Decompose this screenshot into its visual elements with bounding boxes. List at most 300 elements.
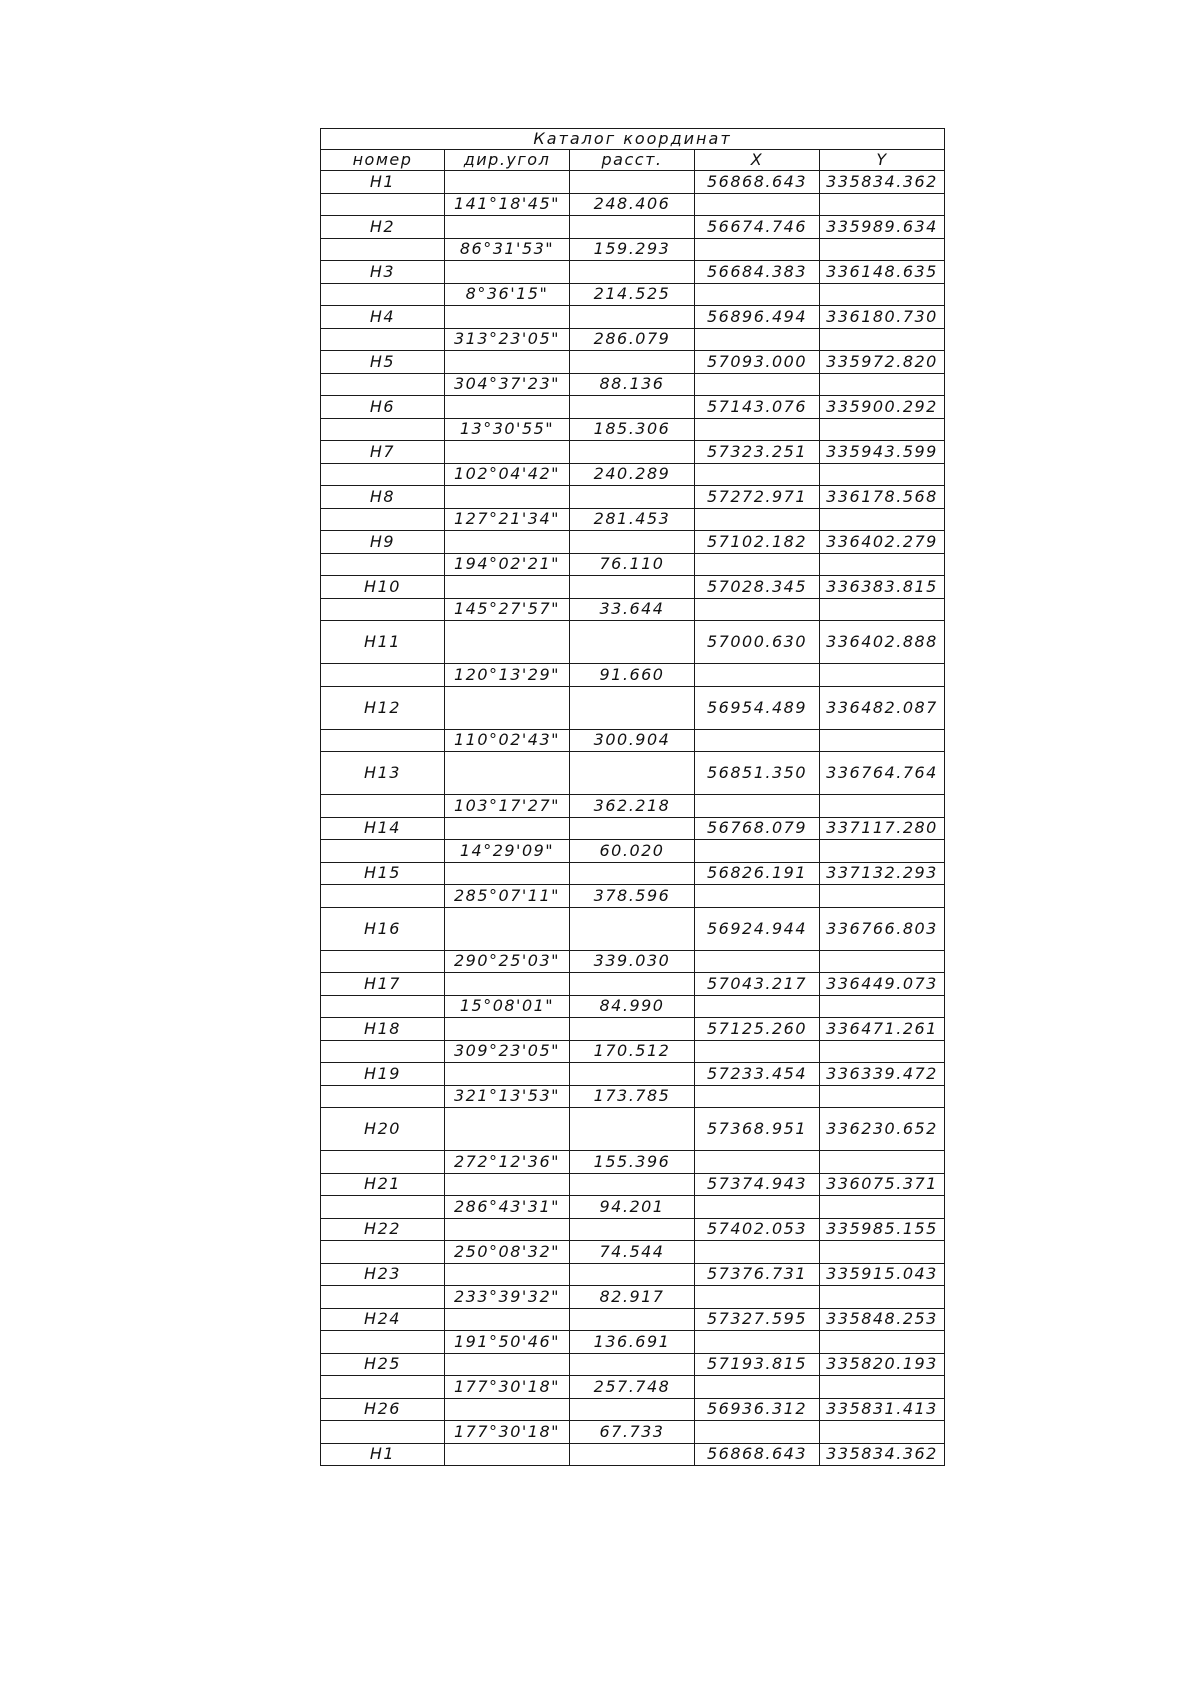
distance-cell: 94.201 xyxy=(570,1196,695,1219)
distance-cell: 60.020 xyxy=(570,840,695,863)
distance-cell: 378.596 xyxy=(570,885,695,908)
y-coordinate-cell xyxy=(820,840,945,863)
distance-cell: 286.079 xyxy=(570,328,695,351)
direction-angle-cell: 177°30'18" xyxy=(445,1421,570,1444)
direction-angle-cell: 309°23'05" xyxy=(445,1040,570,1063)
y-coordinate-cell xyxy=(820,283,945,306)
direction-angle-cell xyxy=(445,531,570,554)
direction-angle-cell: 272°12'36" xyxy=(445,1151,570,1174)
x-coordinate-cell xyxy=(695,373,820,396)
y-coordinate-cell: 337132.293 xyxy=(820,862,945,885)
distance-cell: 74.544 xyxy=(570,1241,695,1264)
x-coordinate-cell: 56684.383 xyxy=(695,261,820,284)
x-coordinate-cell: 57193.815 xyxy=(695,1353,820,1376)
segment-row xyxy=(321,283,945,306)
distance-cell: 33.644 xyxy=(570,598,695,621)
segment-row xyxy=(321,418,945,441)
point-number-cell: Н22 xyxy=(321,1218,445,1241)
distance-cell xyxy=(570,486,695,509)
y-coordinate-cell: 335820.193 xyxy=(820,1353,945,1376)
y-coordinate-cell xyxy=(820,1421,945,1444)
direction-angle-cell xyxy=(445,441,570,464)
point-number-cell xyxy=(321,1040,445,1063)
table-body xyxy=(321,171,945,1466)
direction-angle-cell xyxy=(445,1018,570,1041)
point-number-cell: Н19 xyxy=(321,1063,445,1086)
x-coordinate-cell: 57102.182 xyxy=(695,531,820,554)
segment-row xyxy=(321,840,945,863)
distance-cell: 91.660 xyxy=(570,664,695,687)
y-coordinate-cell: 336178.568 xyxy=(820,486,945,509)
point-number-cell: Н14 xyxy=(321,817,445,840)
distance-cell xyxy=(570,752,695,795)
point-row xyxy=(321,1263,945,1286)
distance-cell xyxy=(570,1263,695,1286)
distance-cell xyxy=(570,1443,695,1466)
direction-angle-cell xyxy=(445,1398,570,1421)
y-coordinate-cell: 336402.888 xyxy=(820,621,945,664)
segment-row xyxy=(321,193,945,216)
direction-angle-cell xyxy=(445,351,570,374)
point-number-cell xyxy=(321,1331,445,1354)
point-number-cell xyxy=(321,238,445,261)
distance-cell xyxy=(570,306,695,329)
header-x: X xyxy=(695,150,820,171)
header-direction-angle: дир.угол xyxy=(445,150,570,171)
direction-angle-cell: 103°17'27" xyxy=(445,795,570,818)
point-number-cell xyxy=(321,1151,445,1174)
segment-row xyxy=(321,1085,945,1108)
y-coordinate-cell xyxy=(820,729,945,752)
y-coordinate-cell xyxy=(820,885,945,908)
direction-angle-cell xyxy=(445,1263,570,1286)
segment-row xyxy=(321,1040,945,1063)
direction-angle-cell xyxy=(445,817,570,840)
point-number-cell: Н4 xyxy=(321,306,445,329)
distance-cell xyxy=(570,686,695,729)
segment-row xyxy=(321,463,945,486)
x-coordinate-cell xyxy=(695,193,820,216)
segment-row xyxy=(321,729,945,752)
point-number-cell: Н10 xyxy=(321,576,445,599)
x-coordinate-cell xyxy=(695,840,820,863)
y-coordinate-cell xyxy=(820,1151,945,1174)
point-row xyxy=(321,531,945,554)
y-coordinate-cell: 335943.599 xyxy=(820,441,945,464)
y-coordinate-cell: 336339.472 xyxy=(820,1063,945,1086)
distance-cell xyxy=(570,396,695,419)
y-coordinate-cell: 335900.292 xyxy=(820,396,945,419)
point-number-cell: Н2 xyxy=(321,216,445,239)
x-coordinate-cell: 56851.350 xyxy=(695,752,820,795)
point-number-cell xyxy=(321,1196,445,1219)
y-coordinate-cell xyxy=(820,238,945,261)
y-coordinate-cell: 336471.261 xyxy=(820,1018,945,1041)
y-coordinate-cell xyxy=(820,1331,945,1354)
distance-cell: 362.218 xyxy=(570,795,695,818)
point-number-cell: Н26 xyxy=(321,1398,445,1421)
direction-angle-cell xyxy=(445,1173,570,1196)
distance-cell xyxy=(570,1308,695,1331)
point-row xyxy=(321,306,945,329)
table-header-row xyxy=(321,150,945,171)
distance-cell xyxy=(570,351,695,374)
point-row xyxy=(321,973,945,996)
y-coordinate-cell xyxy=(820,463,945,486)
y-coordinate-cell: 336482.087 xyxy=(820,686,945,729)
direction-angle-cell xyxy=(445,686,570,729)
direction-angle-cell: 120°13'29" xyxy=(445,664,570,687)
x-coordinate-cell: 56954.489 xyxy=(695,686,820,729)
x-coordinate-cell xyxy=(695,1196,820,1219)
distance-cell xyxy=(570,817,695,840)
direction-angle-cell: 13°30'55" xyxy=(445,418,570,441)
direction-angle-cell: 86°31'53" xyxy=(445,238,570,261)
segment-row xyxy=(321,795,945,818)
direction-angle-cell: 127°21'34" xyxy=(445,508,570,531)
x-coordinate-cell xyxy=(695,1085,820,1108)
x-coordinate-cell: 56936.312 xyxy=(695,1398,820,1421)
y-coordinate-cell xyxy=(820,1085,945,1108)
point-number-cell xyxy=(321,598,445,621)
point-number-cell xyxy=(321,840,445,863)
segment-row xyxy=(321,508,945,531)
y-coordinate-cell xyxy=(820,328,945,351)
point-number-cell xyxy=(321,1085,445,1108)
distance-cell: 84.990 xyxy=(570,995,695,1018)
distance-cell: 173.785 xyxy=(570,1085,695,1108)
direction-angle-cell xyxy=(445,171,570,194)
x-coordinate-cell: 57233.454 xyxy=(695,1063,820,1086)
distance-cell xyxy=(570,1018,695,1041)
point-row xyxy=(321,752,945,795)
segment-row xyxy=(321,328,945,351)
y-coordinate-cell xyxy=(820,950,945,973)
point-number-cell xyxy=(321,508,445,531)
segment-row xyxy=(321,885,945,908)
direction-angle-cell xyxy=(445,216,570,239)
distance-cell: 281.453 xyxy=(570,508,695,531)
direction-angle-cell: 233°39'32" xyxy=(445,1286,570,1309)
x-coordinate-cell: 56868.643 xyxy=(695,171,820,194)
direction-angle-cell: 290°25'03" xyxy=(445,950,570,973)
segment-row xyxy=(321,1421,945,1444)
y-coordinate-cell: 335831.413 xyxy=(820,1398,945,1421)
distance-cell: 170.512 xyxy=(570,1040,695,1063)
distance-cell: 159.293 xyxy=(570,238,695,261)
distance-cell xyxy=(570,1353,695,1376)
distance-cell xyxy=(570,531,695,554)
point-number-cell: Н23 xyxy=(321,1263,445,1286)
distance-cell: 185.306 xyxy=(570,418,695,441)
y-coordinate-cell: 335985.155 xyxy=(820,1218,945,1241)
y-coordinate-cell xyxy=(820,1196,945,1219)
distance-cell xyxy=(570,1218,695,1241)
point-number-cell xyxy=(321,373,445,396)
x-coordinate-cell: 57143.076 xyxy=(695,396,820,419)
direction-angle-cell xyxy=(445,486,570,509)
point-number-cell xyxy=(321,1421,445,1444)
y-coordinate-cell xyxy=(820,373,945,396)
direction-angle-cell xyxy=(445,752,570,795)
x-coordinate-cell: 57125.260 xyxy=(695,1018,820,1041)
direction-angle-cell xyxy=(445,1443,570,1466)
segment-row xyxy=(321,238,945,261)
point-number-cell: Н1 xyxy=(321,1443,445,1466)
y-coordinate-cell: 336402.279 xyxy=(820,531,945,554)
distance-cell xyxy=(570,862,695,885)
point-row xyxy=(321,261,945,284)
y-coordinate-cell: 335834.362 xyxy=(820,171,945,194)
distance-cell: 214.525 xyxy=(570,283,695,306)
distance-cell xyxy=(570,907,695,950)
distance-cell: 300.904 xyxy=(570,729,695,752)
point-number-cell: Н6 xyxy=(321,396,445,419)
segment-row xyxy=(321,995,945,1018)
direction-angle-cell xyxy=(445,576,570,599)
direction-angle-cell xyxy=(445,1218,570,1241)
point-number-cell xyxy=(321,995,445,1018)
direction-angle-cell xyxy=(445,1063,570,1086)
y-coordinate-cell: 336764.764 xyxy=(820,752,945,795)
x-coordinate-cell: 57327.595 xyxy=(695,1308,820,1331)
point-row xyxy=(321,1308,945,1331)
header-y: Y xyxy=(820,150,945,171)
y-coordinate-cell: 336230.652 xyxy=(820,1108,945,1151)
distance-cell: 136.691 xyxy=(570,1331,695,1354)
direction-angle-cell: 285°07'11" xyxy=(445,885,570,908)
distance-cell xyxy=(570,973,695,996)
direction-angle-cell: 194°02'21" xyxy=(445,553,570,576)
point-row xyxy=(321,1173,945,1196)
point-number-cell: Н21 xyxy=(321,1173,445,1196)
segment-row xyxy=(321,1196,945,1219)
point-row xyxy=(321,686,945,729)
x-coordinate-cell: 57000.630 xyxy=(695,621,820,664)
direction-angle-cell: 8°36'15" xyxy=(445,283,570,306)
distance-cell xyxy=(570,621,695,664)
header-number: номер xyxy=(321,150,445,171)
distance-cell: 82.917 xyxy=(570,1286,695,1309)
x-coordinate-cell xyxy=(695,1376,820,1399)
y-coordinate-cell xyxy=(820,418,945,441)
point-number-cell xyxy=(321,463,445,486)
x-coordinate-cell xyxy=(695,885,820,908)
point-number-cell xyxy=(321,729,445,752)
direction-angle-cell: 102°04'42" xyxy=(445,463,570,486)
point-number-cell: Н1 xyxy=(321,171,445,194)
point-row xyxy=(321,486,945,509)
point-number-cell xyxy=(321,885,445,908)
direction-angle-cell: 141°18'45" xyxy=(445,193,570,216)
y-coordinate-cell xyxy=(820,795,945,818)
x-coordinate-cell xyxy=(695,1286,820,1309)
segment-row xyxy=(321,598,945,621)
direction-angle-cell: 15°08'01" xyxy=(445,995,570,1018)
point-number-cell xyxy=(321,193,445,216)
y-coordinate-cell xyxy=(820,1376,945,1399)
distance-cell: 339.030 xyxy=(570,950,695,973)
x-coordinate-cell xyxy=(695,508,820,531)
point-number-cell: Н7 xyxy=(321,441,445,464)
point-number-cell xyxy=(321,1376,445,1399)
direction-angle-cell: 321°13'53" xyxy=(445,1085,570,1108)
point-number-cell: Н25 xyxy=(321,1353,445,1376)
point-row xyxy=(321,441,945,464)
segment-row xyxy=(321,1286,945,1309)
segment-row xyxy=(321,373,945,396)
point-number-cell: Н17 xyxy=(321,973,445,996)
point-number-cell xyxy=(321,950,445,973)
point-row xyxy=(321,862,945,885)
y-coordinate-cell xyxy=(820,1040,945,1063)
distance-cell: 155.396 xyxy=(570,1151,695,1174)
point-row xyxy=(321,216,945,239)
table-title: Каталог координат xyxy=(321,129,945,150)
distance-cell xyxy=(570,171,695,194)
segment-row xyxy=(321,1331,945,1354)
distance-cell xyxy=(570,1063,695,1086)
x-coordinate-cell: 56868.643 xyxy=(695,1443,820,1466)
y-coordinate-cell: 336180.730 xyxy=(820,306,945,329)
segment-row xyxy=(321,664,945,687)
x-coordinate-cell: 57376.731 xyxy=(695,1263,820,1286)
distance-cell: 257.748 xyxy=(570,1376,695,1399)
direction-angle-cell xyxy=(445,862,570,885)
x-coordinate-cell xyxy=(695,598,820,621)
x-coordinate-cell xyxy=(695,283,820,306)
direction-angle-cell: 286°43'31" xyxy=(445,1196,570,1219)
x-coordinate-cell xyxy=(695,664,820,687)
x-coordinate-cell: 56674.746 xyxy=(695,216,820,239)
table-title-row xyxy=(321,129,945,150)
point-row xyxy=(321,576,945,599)
direction-angle-cell: 177°30'18" xyxy=(445,1376,570,1399)
point-number-cell: Н16 xyxy=(321,907,445,950)
direction-angle-cell: 191°50'46" xyxy=(445,1331,570,1354)
point-row xyxy=(321,1218,945,1241)
x-coordinate-cell xyxy=(695,1151,820,1174)
point-number-cell: Н12 xyxy=(321,686,445,729)
x-coordinate-cell xyxy=(695,238,820,261)
point-number-cell: Н13 xyxy=(321,752,445,795)
direction-angle-cell xyxy=(445,1308,570,1331)
y-coordinate-cell: 335915.043 xyxy=(820,1263,945,1286)
point-number-cell xyxy=(321,418,445,441)
point-number-cell: Н8 xyxy=(321,486,445,509)
x-coordinate-cell xyxy=(695,795,820,818)
distance-cell: 240.289 xyxy=(570,463,695,486)
distance-cell xyxy=(570,576,695,599)
distance-cell xyxy=(570,1398,695,1421)
segment-row xyxy=(321,1376,945,1399)
point-number-cell: Н20 xyxy=(321,1108,445,1151)
direction-angle-cell: 110°02'43" xyxy=(445,729,570,752)
y-coordinate-cell: 336148.635 xyxy=(820,261,945,284)
direction-angle-cell xyxy=(445,306,570,329)
point-row xyxy=(321,1063,945,1086)
distance-cell: 88.136 xyxy=(570,373,695,396)
segment-row xyxy=(321,1151,945,1174)
point-row xyxy=(321,817,945,840)
point-number-cell: Н11 xyxy=(321,621,445,664)
y-coordinate-cell: 336766.803 xyxy=(820,907,945,950)
x-coordinate-cell xyxy=(695,328,820,351)
x-coordinate-cell xyxy=(695,418,820,441)
point-number-cell xyxy=(321,328,445,351)
y-coordinate-cell: 336383.815 xyxy=(820,576,945,599)
direction-angle-cell: 145°27'57" xyxy=(445,598,570,621)
y-coordinate-cell xyxy=(820,664,945,687)
coordinate-catalog-table xyxy=(320,128,945,1466)
point-row xyxy=(321,1443,945,1466)
x-coordinate-cell: 57028.345 xyxy=(695,576,820,599)
x-coordinate-cell: 57368.951 xyxy=(695,1108,820,1151)
y-coordinate-cell xyxy=(820,598,945,621)
point-number-cell: Н9 xyxy=(321,531,445,554)
x-coordinate-cell xyxy=(695,463,820,486)
direction-angle-cell xyxy=(445,1108,570,1151)
point-number-cell: Н24 xyxy=(321,1308,445,1331)
y-coordinate-cell: 336075.371 xyxy=(820,1173,945,1196)
x-coordinate-cell xyxy=(695,1040,820,1063)
point-row xyxy=(321,1353,945,1376)
x-coordinate-cell xyxy=(695,950,820,973)
x-coordinate-cell xyxy=(695,995,820,1018)
distance-cell xyxy=(570,441,695,464)
x-coordinate-cell xyxy=(695,1241,820,1264)
point-row xyxy=(321,1398,945,1421)
point-number-cell xyxy=(321,1286,445,1309)
direction-angle-cell xyxy=(445,1353,570,1376)
direction-angle-cell xyxy=(445,261,570,284)
point-number-cell xyxy=(321,553,445,576)
distance-cell xyxy=(570,261,695,284)
x-coordinate-cell: 56826.191 xyxy=(695,862,820,885)
point-number-cell: Н3 xyxy=(321,261,445,284)
y-coordinate-cell: 336449.073 xyxy=(820,973,945,996)
direction-angle-cell: 304°37'23" xyxy=(445,373,570,396)
x-coordinate-cell: 57402.053 xyxy=(695,1218,820,1241)
direction-angle-cell xyxy=(445,396,570,419)
y-coordinate-cell xyxy=(820,995,945,1018)
x-coordinate-cell: 57323.251 xyxy=(695,441,820,464)
point-row xyxy=(321,621,945,664)
direction-angle-cell: 250°08'32" xyxy=(445,1241,570,1264)
distance-cell xyxy=(570,216,695,239)
x-coordinate-cell xyxy=(695,553,820,576)
point-number-cell xyxy=(321,1241,445,1264)
y-coordinate-cell xyxy=(820,1241,945,1264)
point-row xyxy=(321,907,945,950)
y-coordinate-cell xyxy=(820,1286,945,1309)
distance-cell: 248.406 xyxy=(570,193,695,216)
segment-row xyxy=(321,1241,945,1264)
x-coordinate-cell: 56896.494 xyxy=(695,306,820,329)
y-coordinate-cell xyxy=(820,553,945,576)
direction-angle-cell xyxy=(445,907,570,950)
x-coordinate-cell: 57043.217 xyxy=(695,973,820,996)
point-number-cell: Н15 xyxy=(321,862,445,885)
direction-angle-cell xyxy=(445,973,570,996)
x-coordinate-cell: 57374.943 xyxy=(695,1173,820,1196)
point-number-cell xyxy=(321,283,445,306)
y-coordinate-cell xyxy=(820,508,945,531)
direction-angle-cell xyxy=(445,621,570,664)
x-coordinate-cell: 57272.971 xyxy=(695,486,820,509)
distance-cell: 76.110 xyxy=(570,553,695,576)
x-coordinate-cell xyxy=(695,1421,820,1444)
